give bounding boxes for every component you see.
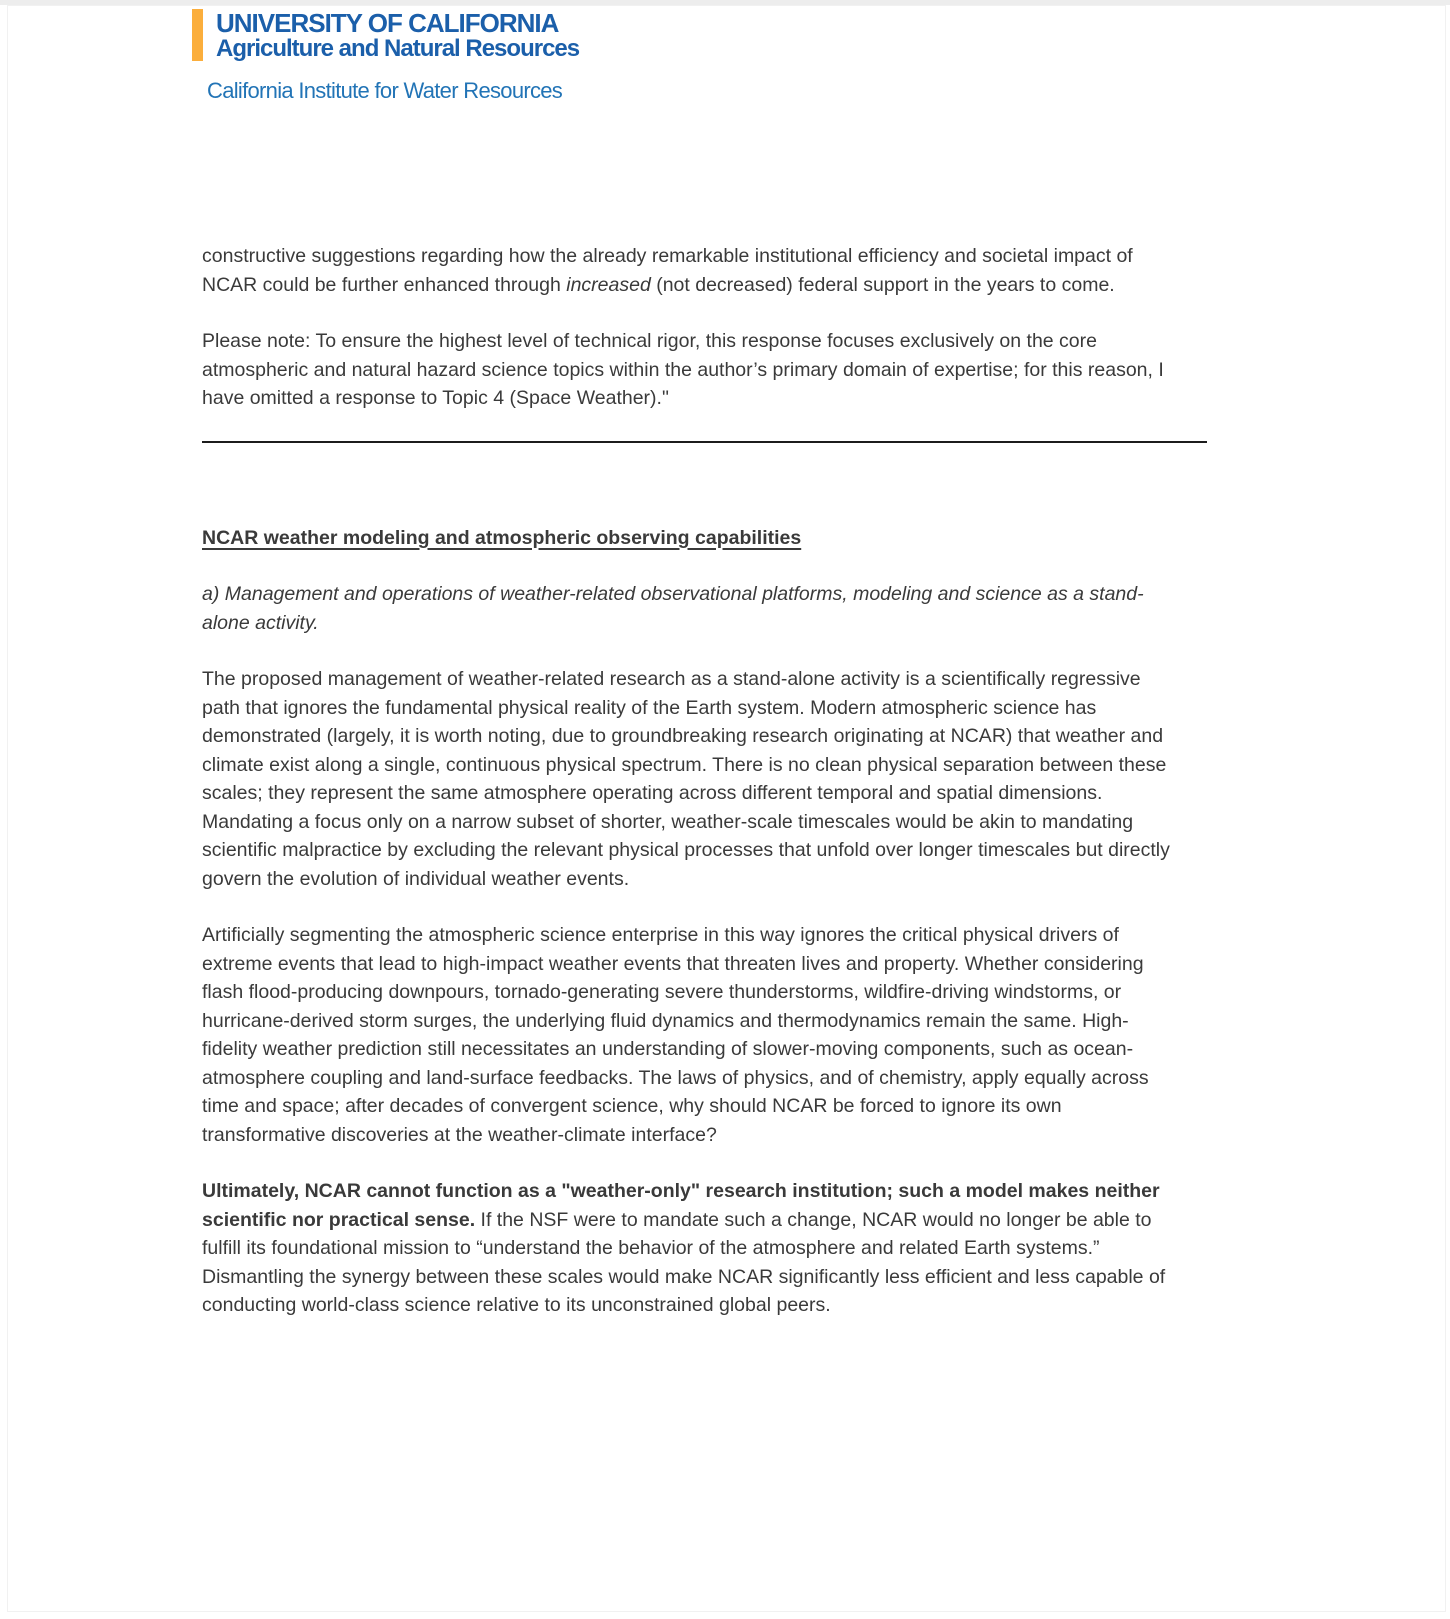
logo-gold-bar	[192, 9, 203, 61]
text-segment: If the NSF were to mandate such a change, NCAR would no longer be able to fulfill its foundational mission to “understand the behavior of the atmosphere and related Earth systems.” Dismantling the synergy between these scales would make NCAR significantly less efficient and less capable of conducting world-class science relative to its unconstrained global peers.	[202, 1208, 1166, 1316]
text-segment: (not decreased) federal support in the years to come.	[650, 273, 1115, 296]
section-heading	[202, 524, 801, 553]
paragraph-proposed-management	[202, 665, 1170, 893]
uc-anr-logo	[192, 9, 579, 61]
paragraph-please-note	[202, 327, 1170, 413]
text-segment: constructive suggestions regarding how the already remarkable institutional efficiency and societal impact of NCAR could be further enhanced through	[202, 245, 1133, 296]
text-segment: increased	[566, 273, 651, 296]
document-body	[202, 242, 1170, 1348]
page-top-edge	[0, 0, 1450, 5]
text-segment: NCAR weather modeling and atmospheric observing capabilities	[202, 526, 802, 549]
paragraph-intro-continuation	[202, 242, 1170, 299]
logo-university-line: UNIVERSITY OF CALIFORNIA	[216, 7, 559, 38]
section-divider	[202, 441, 1207, 443]
text-segment: Please note: To ensure the highest level of technical rigor, this response focuses exclusively on the core atmospheric and natural hazard science topics within the author’s primary domain of expertise; for this reason, I have omitted a response to Topic 4 (Space Weather)."	[202, 330, 1164, 409]
text-segment: a) Management and operations of weather-related observational platforms, modeling and science as a stand-alone activity.	[202, 583, 1144, 634]
institute-name: California Institute for Water Resources	[207, 78, 563, 103]
paragraph-subheading-italic	[202, 580, 1170, 637]
text-segment: Ultimately, NCAR cannot function as a "weather-only" research institution; such a model makes neither scientific nor practical sense.	[202, 1180, 1160, 1231]
paragraph-ultimately	[202, 1177, 1170, 1320]
paragraph-artificially-segmenting	[202, 921, 1170, 1149]
logo-division-line: Agriculture and Natural Resources	[216, 34, 580, 62]
text-segment: The proposed management of weather-related research as a stand-alone activity is a scientifically regressive path that ignores the fundamental physical reality of the Earth system. Modern atmospheric science has demonstrated (largely, it is worth noting, due to groundbreaking research originating at NCAR) that weather and climate exist along a single, continuous physical spectrum. There is no clean physical separation between these scales; they represent the same atmosphere operating across different temporal and spatial dimensions. Mandating a focus only on a narrow subset of shorter, weather-scale timescales would be akin to mandating scientific malpractice by excluding the relevant physical processes that unfold over longer timescales but directly govern the evolution of individual weather events.	[202, 668, 1170, 890]
text-segment: Artificially segmenting the atmospheric science enterprise in this way ignores the critical physical drivers of extreme events that lead to high-impact weather events that threaten lives and property. Whether considering flash flood-producing downpours, tornado-generating severe thunderstorms, wildfire-driving windstorms, or hurricane-derived storm surges, the underlying fluid dynamics and thermodynamics remain the same. High-fidelity weather prediction still necessitates an understanding of slower-moving components, such as ocean-atmosphere coupling and land-surface feedbacks. The laws of physics, and of chemistry, apply equally across time and space; after decades of convergent science, why should NCAR be forced to ignore its own transformative discoveries at the weather-climate interface?	[202, 924, 1149, 1146]
